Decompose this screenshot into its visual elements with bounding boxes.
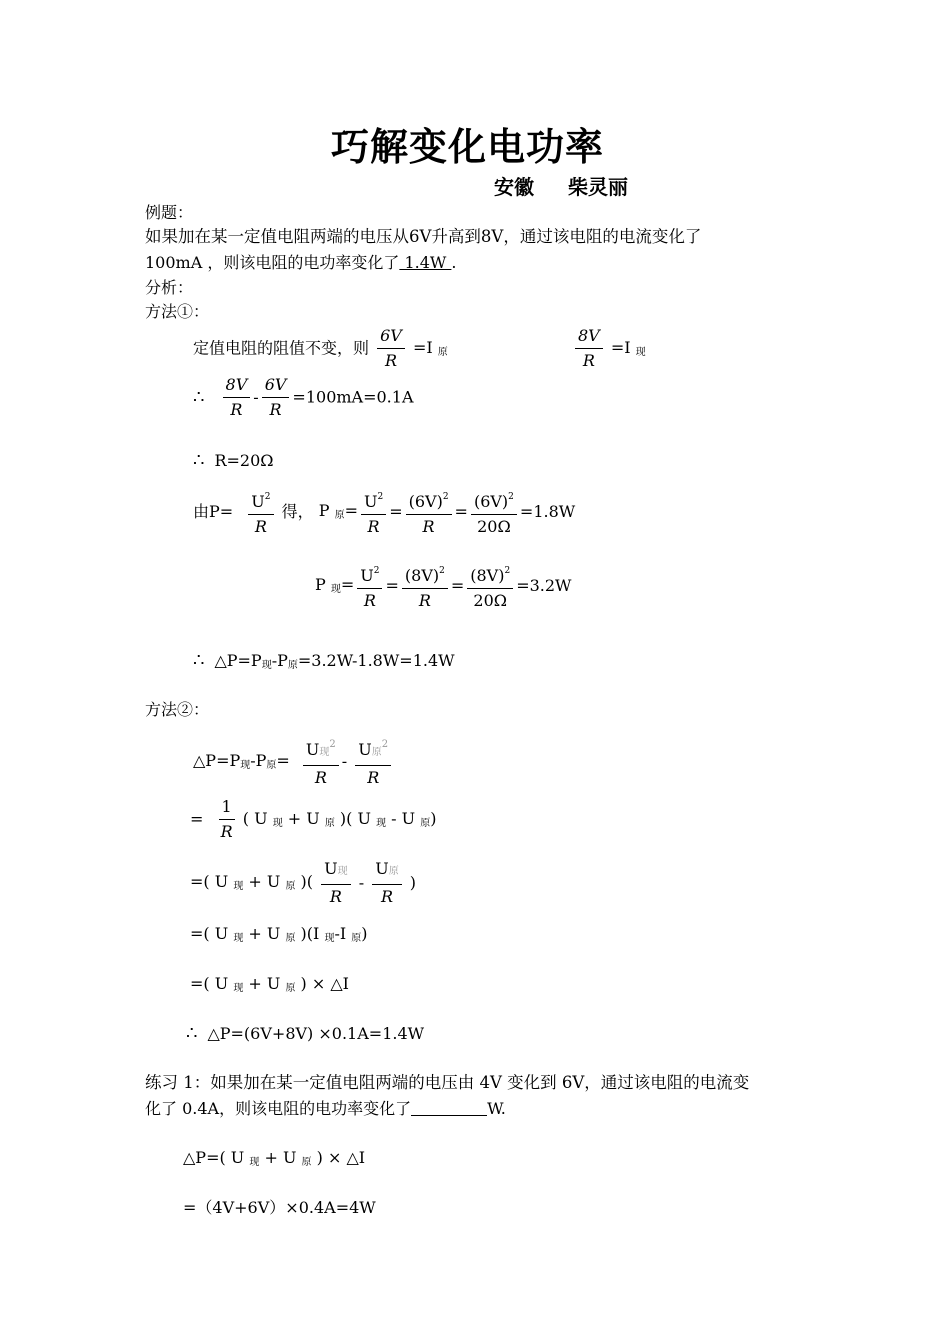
example-heading: 例题： [145, 203, 194, 222]
method1-final: ∴ $\triangle P=P_现-P_原=3.2W-1.8W=1.4W$ [193, 650, 455, 671]
practice-line-2: 化了 0.4A，则该电阻的电功率变化了 W. [145, 1099, 506, 1118]
method1-line-3: ∴ R=20Ω [193, 450, 274, 471]
author-name: 柴灵丽 [568, 175, 628, 199]
fraction-6v-over-r: $\frac{6V}{R}$ [377, 327, 405, 370]
method1-line-1b: $\frac{8V}{R}$ =I $_现$ [572, 327, 646, 370]
method2-line-4: =( U $_现$ + U $_原$ )(I $_现$-I $_原$) [190, 924, 368, 944]
practice-solution-2: =（4V+6V）×0.4A=4W [183, 1198, 376, 1217]
example-line-1: 如果加在某一定值电阻两端的电压从6V升高到8V，通过该电阻的电流变化了 [145, 227, 702, 246]
method2-final: ∴ △P=(6V+8V) ×0.1A=1.4W [186, 1023, 425, 1044]
method1-heading: 方法①： [145, 302, 210, 321]
answer-blank [411, 1101, 487, 1116]
method2-line-5: =( U $_现$ + U $_原$ ) × △I [190, 974, 349, 994]
method2-line-1: $\triangle P=P_现-P_原=$ $\frac{U现^2}{R}$ - $\frac{U原^2}{R}$ [193, 736, 394, 787]
practice-line-1: 练习 1：如果加在某一定值电阻两端的电压由 4V 变化到 6V，通过该电阻的电流变 [145, 1073, 750, 1092]
example-answer: 1.4W [399, 253, 452, 272]
method1-line-1: 定值电阻的阻值不变，则 $\frac{6V}{R}$ =I $_原$ [193, 326, 448, 370]
method1-line-5: P $_现$= $\frac{U^2}{R}$ = $\frac{(8V)^2}{R}$ = $\frac{(8V)^2}{20\Omega}$ =3.2W [315, 562, 572, 610]
page-title: 巧解变化电功率 [331, 125, 605, 169]
method2-heading: 方法②： [145, 700, 210, 719]
method1-line-2: ∴ $\frac{8V}{R}$ - $\frac{6V}{R}$ =100mA=0.1A [193, 375, 414, 419]
practice-solution-1: △P=( U $_现$ + U $_原$ ) × △I [183, 1148, 366, 1168]
method2-line-2: = $\frac{1}{R}$ ( U $_现$ + U $_原$ )( U $_现$ - U $_原$) [190, 797, 437, 841]
example-line-2: 100mA ，则该电阻的电功率变化了 1.4W . [145, 253, 457, 272]
method1-line-4: 由P= $\frac{U^2}{R}$ 得， P $_原$= $\frac{U^2}{R}$ = $\frac{(6V)^2}{R}$ = $\frac{(6V)^2}{20\Omega}$ =1.8W [193, 488, 575, 536]
fraction-8v-over-r: $\frac{8V}{R}$ [575, 327, 603, 370]
author-line [494, 177, 628, 197]
analysis-heading: 分析： [145, 278, 194, 297]
method2-line-3: =( U $_现$ + U $_原$ )( $\frac{\text{U现}}{R}$ - $\frac{\text{U原}}{R}$ ) [190, 859, 417, 906]
author-region: 安徽 [494, 175, 534, 199]
